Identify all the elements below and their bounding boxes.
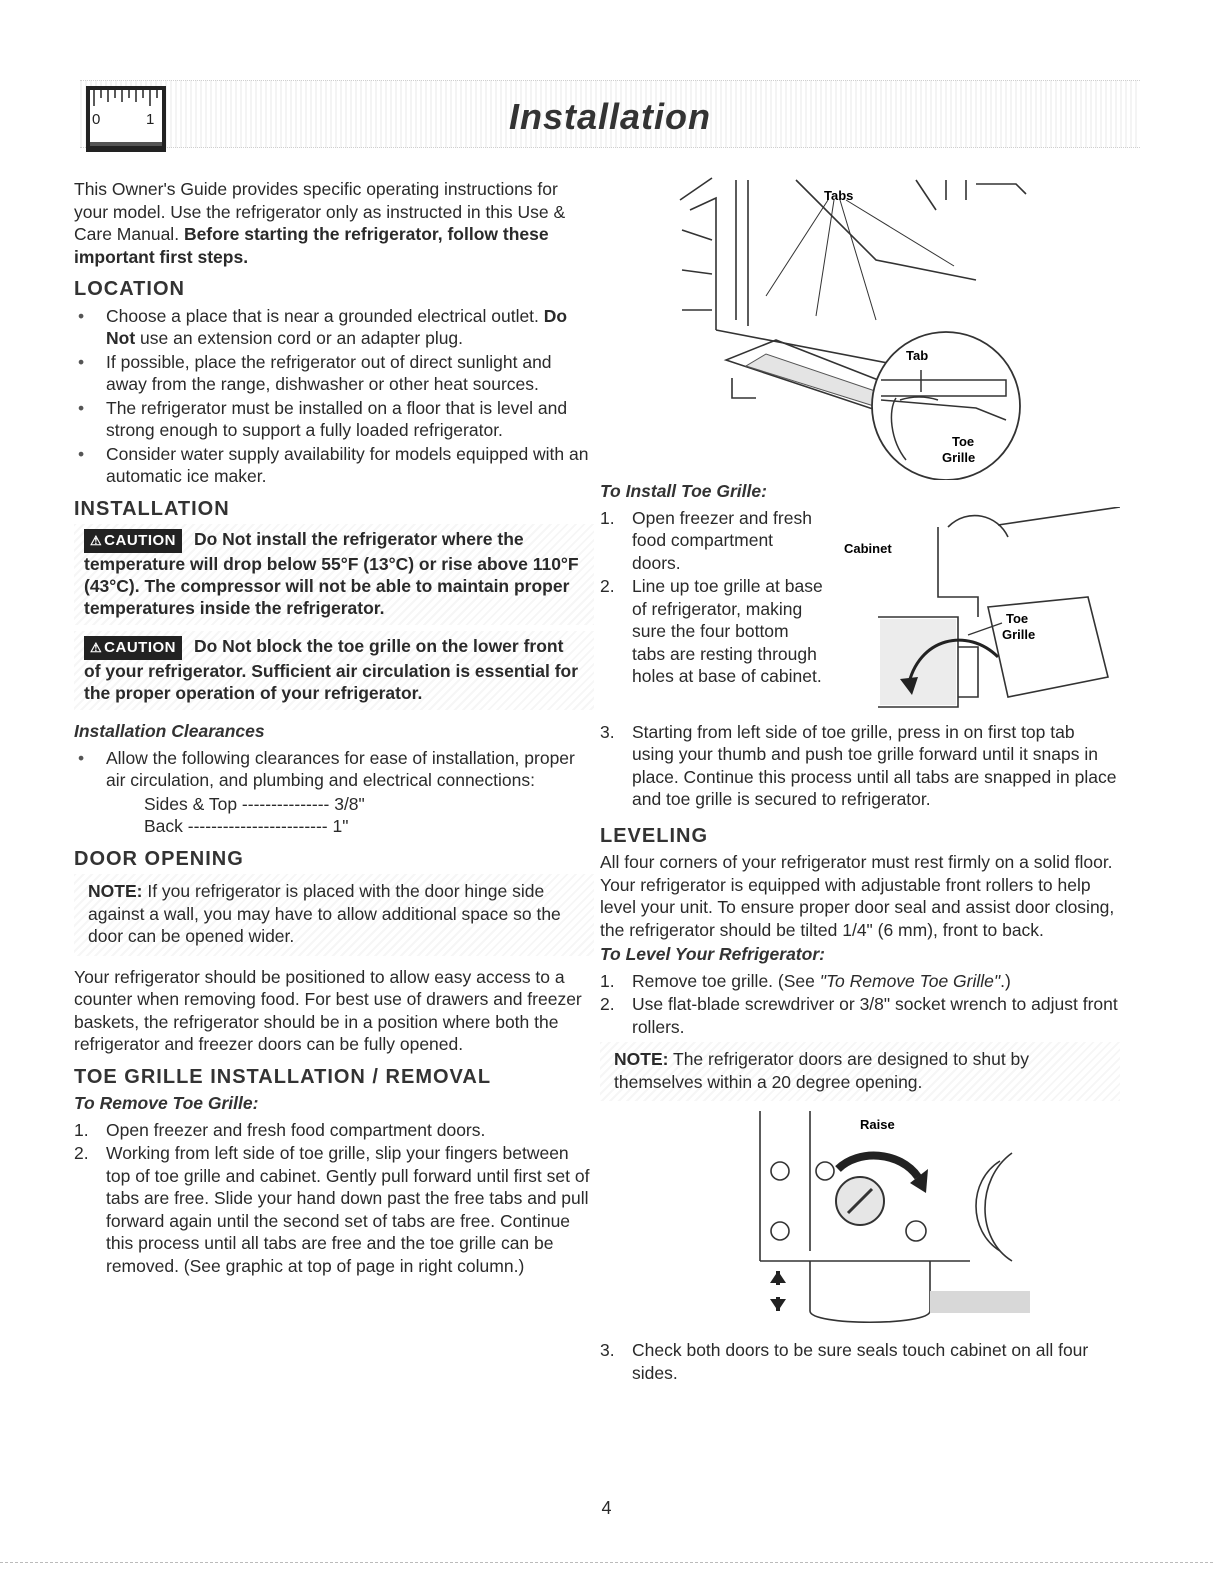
intro-paragraph <box>74 178 594 268</box>
warning-icon: ⚠ <box>90 533 103 548</box>
bottom-rule <box>0 1562 1213 1563</box>
note-box <box>600 1042 1120 1101</box>
leveling-steps-continued <box>600 1339 1120 1384</box>
location-heading: LOCATION <box>74 278 185 300</box>
caution-text: Do Not install the refrigerator where the temperature will drop below 55°F (13°C) or rise above 110°F (43°C). The compressor will not be able to maintain proper temperatures inside the refrigerator. <box>84 529 579 618</box>
svg-text:Tab: Tab <box>906 348 929 363</box>
list-item: 1. Remove toe grille. (See "To Remove Toe Grille".) <box>600 970 1011 991</box>
roller-adjust-illustration <box>750 1111 1040 1331</box>
note-box <box>74 874 594 956</box>
svg-text:Raise: Raise <box>860 1117 895 1132</box>
caution-badge: ⚠ CAUTION <box>84 636 182 660</box>
svg-text:Grille: Grille <box>942 450 976 465</box>
toe-grille-tabs-illustration <box>676 170 1036 480</box>
install-grille-heading: To Install Toe Grille: <box>600 481 767 501</box>
page-header <box>80 72 1140 158</box>
note-label: NOTE: <box>614 1049 669 1069</box>
list-item: • If possible, place the refrigerator out of direct sunlight and away from the range, dishwasher or other heat sources. <box>74 351 594 396</box>
note-text: The refrigerator doors are designed to shut by themselves within a 20 degree opening. <box>614 1049 1030 1092</box>
warning-icon: ⚠ <box>90 640 103 655</box>
list-item: 2. Use flat-blade screwdriver or 3/8" socket wrench to adjust front rollers. <box>600 994 1118 1037</box>
list-item: 2. Line up toe grille at base of refrigerator, making sure the four bottom tabs are resting through holes at base of cabinet. <box>600 576 823 686</box>
caution-box <box>74 631 594 710</box>
install-steps-continued <box>600 721 1120 811</box>
list-item: • Allow the following clearances for ease of installation, proper air circulation, and plumbing and electrical connections: <box>74 747 594 792</box>
svg-text:0: 0 <box>92 111 101 128</box>
install-steps <box>600 507 825 689</box>
right-column <box>600 170 1120 1385</box>
remove-steps <box>74 1119 594 1278</box>
list-item: 2. Working from left side of toe grille, slip your fingers between top of toe grille and cabinet. Gently pull forward until first set of tabs are free. Slide your hand down past the free tabs and pull forward again until the second set of tabs are free. Continue this process until all tabs are free and the toe grille can be removed. (See graphic at top of page in right column.) <box>74 1143 590 1276</box>
list-item: 3. Check both doors to be sure seals touch cabinet on all four sides. <box>600 1340 1089 1383</box>
note-label: NOTE: <box>88 881 143 901</box>
list-item: • The refrigerator must be installed on a floor that is level and strong enough to support a fully loaded refrigerator. <box>74 397 594 442</box>
svg-text:1: 1 <box>146 111 155 128</box>
caution-badge: ⚠ CAUTION <box>84 529 182 553</box>
clearance-row: Sides & Top --------------- 3/8" <box>144 793 365 814</box>
clearances-list <box>74 747 594 792</box>
svg-text:Toe: Toe <box>1006 610 1029 626</box>
intro-bold: Before starting the refrigerator, follow these important first steps. <box>74 224 549 267</box>
level-refrigerator-heading: To Level Your Refrigerator: <box>600 944 825 964</box>
svg-text:Tabs: Tabs <box>824 188 854 203</box>
intro-text: This Owner's Guide provides specific operating instructions for your model. Use the refrigerator only as instructed in this Use & Care Manual. <box>74 179 566 244</box>
clearances-heading: Installation Clearances <box>74 721 265 741</box>
svg-text:Cabinet: Cabinet <box>844 540 892 556</box>
door-opening-paragraph: Your refrigerator should be positioned to allow easy access to a counter when removing food. For best use of drawers and freezer baskets, the refrigerator should be in a position where both the refrigerator and freezer doors can be fully opened. <box>74 966 582 1054</box>
remove-grille-heading: To Remove Toe Grille: <box>74 1093 259 1113</box>
svg-text:Grille: Grille <box>1002 626 1036 642</box>
caution-box <box>74 524 594 625</box>
clearance-row: Back ------------------------ 1" <box>144 816 349 836</box>
left-column <box>74 178 594 1278</box>
note-text: If you refrigerator is placed with the door hinge side against a wall, you may have to allow additional space so the door can be opened wider. <box>88 881 561 946</box>
leveling-steps <box>600 970 1120 1039</box>
installation-heading: INSTALLATION <box>74 497 230 520</box>
leveling-heading: LEVELING <box>600 824 709 847</box>
list-item: • Choose a place that is near a grounded electrical outlet. Do Not use an extension cord or an adapter plug. <box>74 305 594 350</box>
list-item: 3. Starting from left side of toe grille, press in on first top tab using your thumb and push toe grille forward until it snaps in place. Continue this process until all tabs are snapped in place and toe grille is secured to refrigerator. <box>600 721 1117 809</box>
list-item: 1. Open freezer and fresh food compartment doors. <box>600 507 812 573</box>
caution-text: Do Not block the toe grille on the lower front of your refrigerator. Sufficient air circulation is essential for the proper operation of your refrigerator. <box>84 636 579 703</box>
page-number: 4 <box>601 1498 612 1518</box>
location-list <box>74 305 594 488</box>
svg-text:Toe: Toe <box>952 434 975 449</box>
list-item: • Consider water supply availability for models equipped with an automatic ice maker. <box>74 443 594 488</box>
page-title: Installation <box>508 96 712 137</box>
toe-grille-heading: TOE GRILLE INSTALLATION / REMOVAL <box>74 1065 492 1088</box>
leveling-paragraph: All four corners of your refrigerator must rest firmly on a solid floor. Your refrigerator is equipped with adjustable front rollers to help level your unit. To ensure proper door seal and assist door closing, the refrigerator should be tilted 1/4" (6 mm), front to back. <box>600 852 1115 940</box>
list-item: 1. Open freezer and fresh food compartment doors. <box>74 1119 486 1140</box>
door-opening-heading: DOOR OPENING <box>74 847 244 870</box>
